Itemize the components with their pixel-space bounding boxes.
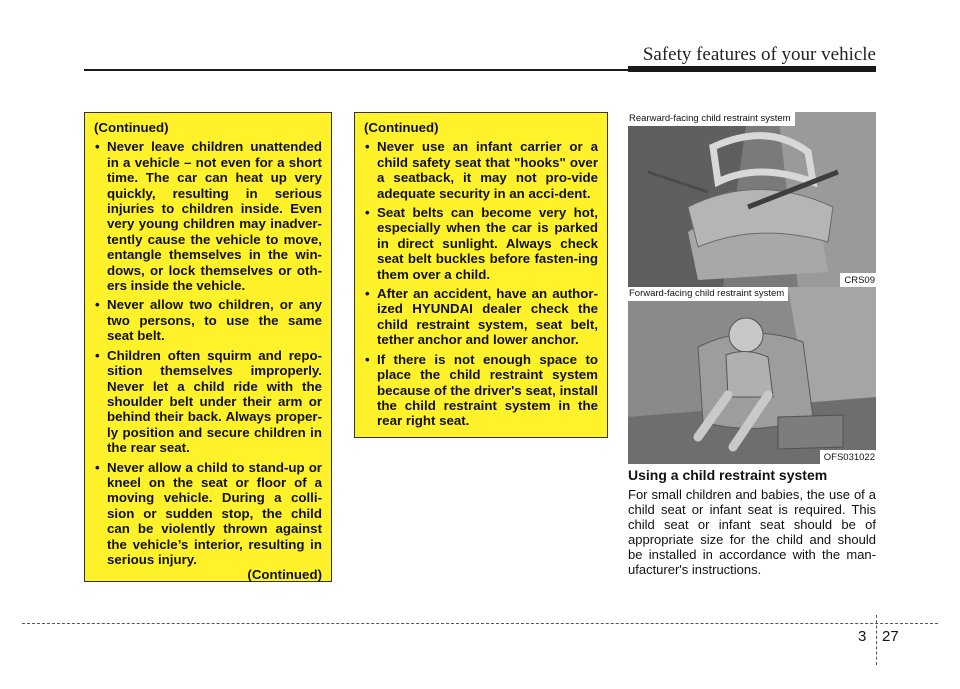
warning-list	[94, 139, 322, 567]
figure-forward-facing	[628, 287, 876, 464]
warning-item: • After an accident, have an author-ized HYUNDAI dealer check the child restraint system, seat belt, tether anchor and lower anchor.	[365, 286, 598, 348]
page-number: 27	[882, 628, 899, 645]
warning-box-left	[84, 112, 332, 582]
figure-rearward-facing	[628, 112, 876, 287]
warning-item: • Children often squirm and repo-sition themselves improperly. Never let a child ride with the shoulder belt under their arm or behind their back. Always proper-ly position and secure children in the rear seat.	[95, 347, 322, 456]
section-body: For small children and babies, the use of a child seat or infant seat is required. This child seat or infant seat should be of appropriate size for the child and should be installed in accordance with the man-ufacturer's instructions.	[628, 487, 876, 577]
header-title: Safety features of your vehicle	[642, 44, 876, 65]
warning-list	[364, 139, 598, 428]
header-rule-accent	[628, 66, 876, 72]
warning-box-middle	[354, 112, 608, 438]
figure-code: CRS09	[840, 273, 876, 287]
warning-item: • If there is not enough space to place the child restraint system because of the driver's seat, install the child restraint system in the rear right seat.	[365, 351, 598, 429]
figure-caption: Forward-facing child restraint system	[628, 287, 788, 301]
warning-item: • Never use an infant carrier or a child safety seat that "hooks" over a seatback, it may not pro-vide adequate security in an acci-dent.	[365, 139, 598, 201]
figure-caption: Rearward-facing child restraint system	[628, 112, 795, 126]
warning-item: • Never leave children unattended in a vehicle – not even for a short time. The car can heat up very quickly, resulting in serious injuries to children inside. Even very young children may inadver-tently cause the vehicle to move, entangle themselves in the win-dows, or lock themselves or oth-ers inside the vehicle.	[95, 139, 322, 294]
section-heading: Using a child restraint system	[628, 467, 828, 483]
continued-label: (Continued)	[364, 120, 439, 135]
warning-item: • Seat belts can become very hot, especially when the car is parked in direct sunlight. Always check seat belt buckles before fasten-ing them over a child.	[365, 205, 598, 282]
warning-item: • Never allow a child to stand-up or kneel on the seat or floor of a moving vehicle. During a colli-sion or sudden stop, the child can be violently thrown against the vehicle’s interior, resulting in serious injury.	[95, 459, 322, 567]
page-number-separator	[876, 615, 877, 665]
chapter-number: 3	[858, 628, 867, 645]
warning-item: • Never allow two children, or any two persons, to use the same seat belt.	[95, 297, 322, 344]
footer-rule	[22, 623, 938, 624]
figure-code: OFS031022	[820, 450, 876, 464]
continued-label: (Continued)	[94, 120, 169, 135]
forward-seat-illustration	[628, 287, 876, 464]
continued-label: (Continued)	[247, 567, 322, 583]
rearward-seat-illustration	[628, 112, 876, 287]
